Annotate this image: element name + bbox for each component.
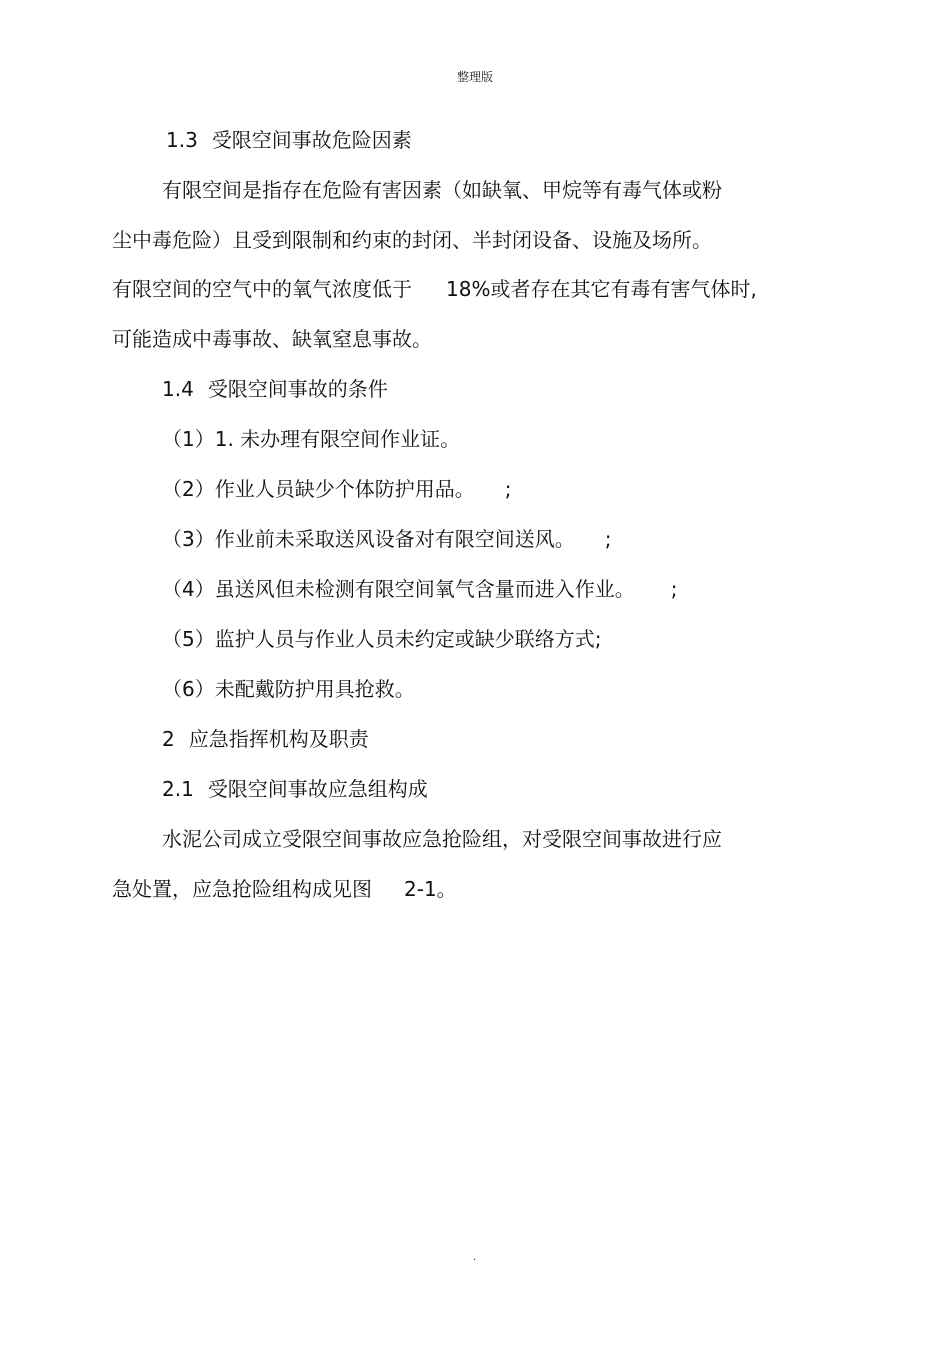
text-segment: 。 — [436, 877, 457, 901]
section-number: 1.4 — [162, 377, 194, 401]
list-item-tail: ; — [504, 477, 512, 501]
list-item — [162, 425, 460, 453]
list-item-text: （3）作业前未采取送风设备对有限空间送风。 — [162, 527, 575, 551]
paragraph-line — [112, 875, 457, 903]
section-1-3-heading — [166, 126, 412, 154]
text-segment: 有限空间的空气中的氧气浓度低于 — [112, 277, 412, 301]
section-title: 应急指挥机构及职责 — [188, 727, 369, 751]
section-number: 2 — [162, 727, 175, 751]
list-item-text: （2）作业人员缺少个体防护用品。 — [162, 477, 475, 501]
text-segment: 急处置，应急抢险组构成见图 — [112, 877, 372, 901]
section-number: 1.3 — [166, 128, 198, 152]
list-item-text: （1）1. 未办理有限空间作业证。 — [162, 427, 461, 451]
figure-reference: 2-1 — [404, 877, 437, 901]
list-item-text: （5）监护人员与作业人员未约定或缺少联络方式; — [162, 627, 602, 651]
section-title: 受限空间事故的条件 — [207, 377, 388, 401]
list-item — [162, 625, 601, 653]
list-item-tail: ; — [670, 577, 678, 601]
paragraph-line — [112, 275, 757, 303]
paragraph-line: 尘中毒危险）且受到限制和约束的封闭、半封闭设备、设施及场所。 — [112, 228, 712, 252]
list-item — [162, 475, 511, 503]
section-1-4-heading — [162, 375, 388, 403]
list-item-text: （4）虽送风但未检测有限空间氧气含量而进入作业。 — [162, 577, 635, 601]
section-number: 2.1 — [162, 777, 194, 801]
paragraph-line: 有限空间是指存在危险有害因素（如缺氧、甲烷等有毒气体或粉 — [162, 178, 722, 202]
list-item — [162, 575, 677, 603]
text-segment: 或者存在其它有毒有害气体时, — [490, 277, 757, 301]
page-header: 整理版 — [456, 70, 493, 84]
list-item — [162, 525, 611, 553]
section-title: 受限空间事故危险因素 — [211, 128, 412, 152]
page-footer-mark: . — [473, 1252, 477, 1263]
list-item-tail: ; — [604, 527, 612, 551]
section-2-heading — [162, 725, 369, 753]
section-2-1-heading — [162, 775, 428, 803]
list-item-text: （6）未配戴防护用具抢救。 — [162, 677, 415, 701]
oxygen-percentage: 18% — [446, 277, 491, 301]
paragraph-line: 可能造成中毒事故、缺氧窒息事故。 — [112, 327, 432, 351]
list-item — [162, 675, 415, 703]
paragraph-line: 水泥公司成立受限空间事故应急抢险组，对受限空间事故进行应 — [162, 827, 722, 851]
section-title: 受限空间事故应急组构成 — [207, 777, 428, 801]
